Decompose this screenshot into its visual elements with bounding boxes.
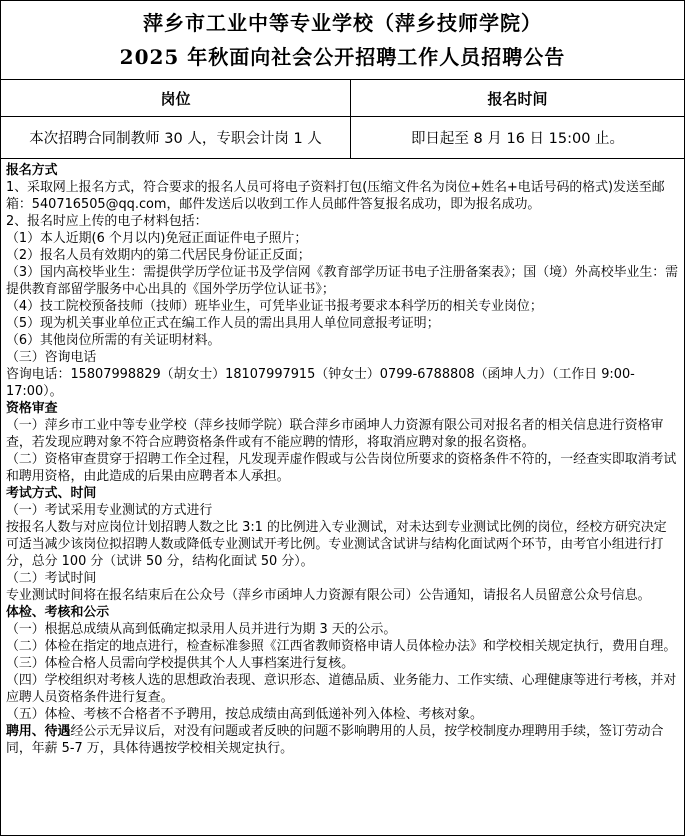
header-registration-time: 报名时间 xyxy=(487,89,548,108)
paragraph: （二）资格审查贯穿于招聘工作全过程，凡发现弄虚作假或与公告岗位所要求的资格条件不符的，一经查实即取消考试和聘用资格，由此造成的后果由应聘者本人承担。 xyxy=(6,452,677,484)
paragraph: （一）萍乡市工业中等专业学校（萍乡技师学院）联合萍乡市函坤人力资源有限公司对报名者的相关信息进行资格审查，若发现应聘对象不符合应聘资格条件或有不能应聘的情形，将取消应聘对象的报名资格。 xyxy=(6,418,664,450)
table-row xyxy=(1,117,684,159)
title-line-2: 2025 年秋面向社会公开招聘工作人员招聘公告 xyxy=(119,45,566,69)
paragraph: 2、报名时应上传的电子材料包括： xyxy=(6,214,208,229)
paragraph: （五）体检、考核不合格者不予聘用，按总成绩由高到低递补列入体检、考核对象。 xyxy=(6,707,483,722)
section-heading: 资格审查 xyxy=(6,401,58,416)
paragraph: （5）现为机关事业单位正式在编工作人员的需出具用人单位同意报考证明； xyxy=(6,316,440,331)
paragraph: 专业测试时间将在报名结束后在公众号（萍乡市函坤人力资源有限公司）公告通知，请报名人员留意公众号信息。 xyxy=(6,588,651,603)
paragraph: 按报名人数与对应岗位计划招聘人数之比 3:1 的比例进入专业测试，对未达到专业测试比例的岗位，经校方研究决定可适当减少该岗位拟招聘人数或降低专业测试开考比例。专业测试含试讲与结构化面试两个环节，由考官小组进行打分，总分 100 分（试讲 50 分，结构化面试 50 分）。 xyxy=(6,520,667,569)
paragraph: （一）根据总成绩从高到低确定拟录用人员并进行为期 3 天的公示。 xyxy=(6,622,397,637)
paragraph-lead: 聘用、待遇 xyxy=(6,724,71,739)
announcement-body xyxy=(1,159,684,757)
paragraph: （二）体检在指定的地点进行，检查标准参照《江西省教师资格申请人员体检办法》和学校相关规定执行，费用自理。 xyxy=(6,639,677,654)
title-line-1: 萍乡市工业中等专业学校（萍乡技师学院） xyxy=(143,11,542,35)
section-heading: 考试方式、时间 xyxy=(6,486,97,501)
paragraph: （3）国内高校毕业生：需提供学历学位证书及学信网《教育部学历证书电子注册备案表》；国（境）外高校毕业生：需提供教育部留学服务中心出具的《国外学历学位认证书》； xyxy=(6,265,679,297)
section-heading: 报名方式 xyxy=(6,163,58,178)
paragraph: （1）本人近期(6 个月以内)免冠正面证件电子照片； xyxy=(6,231,308,246)
section-heading: 体检、考核和公示 xyxy=(6,605,110,620)
paragraph xyxy=(6,723,679,757)
announcement-title xyxy=(1,1,684,80)
paragraph: （一）考试采用专业测试的方式进行 xyxy=(6,503,213,518)
cell-position: 本次招聘合同制教师 30 人，专职会计岗 1 人 xyxy=(1,117,351,158)
table-header-row xyxy=(1,80,684,117)
paragraph: （6）其他岗位所需的有关证明材料。 xyxy=(6,333,221,348)
paragraph: 咨询电话：15807998829（胡女士）18107997915（钟女士）0799-6788808（函坤人力）（工作日 9:00-17:00）。 xyxy=(6,367,635,399)
paragraph: （二）考试时间 xyxy=(6,571,97,586)
header-position: 岗位 xyxy=(1,80,351,116)
paragraph-text: 经公示无异议后，对没有问题或者反映的问题不影响聘用的人员，按学校制度办理聘用手续，签订劳动合同，年薪 5-7 万，具体待遇按学校相关规定执行。 xyxy=(6,724,664,756)
cell-registration-time: 即日起至 8 月 16 日 15:00 止。 xyxy=(410,131,625,147)
paragraph: （2）报名人员有效期内的第二代居民身份证正反面； xyxy=(6,248,311,263)
paragraph: 1、采取网上报名方式，符合要求的报名人员可将电子资料打包(压缩文件名为岗位+姓名+电话号码的格式)发送至邮箱：540716505@qq.com，邮件发送后以收到工作人员邮件答复报名成功，即为报名成功。 xyxy=(6,180,665,212)
paragraph: （三）体检合格人员需向学校提供其个人人事档案进行复核。 xyxy=(6,656,355,671)
paragraph: （三）咨询电话 xyxy=(6,350,97,365)
paragraph: （四）学校组织对考核人选的思想政治表现、意识形态、道德品质、业务能力、工作实绩、心理健康等进行考核，并对应聘人员资格条件进行复查。 xyxy=(6,673,677,705)
paragraph: （4）技工院校预备技师（技师）班毕业生，可凭毕业证书报考要求本科学历的相关专业岗位； xyxy=(6,299,543,314)
